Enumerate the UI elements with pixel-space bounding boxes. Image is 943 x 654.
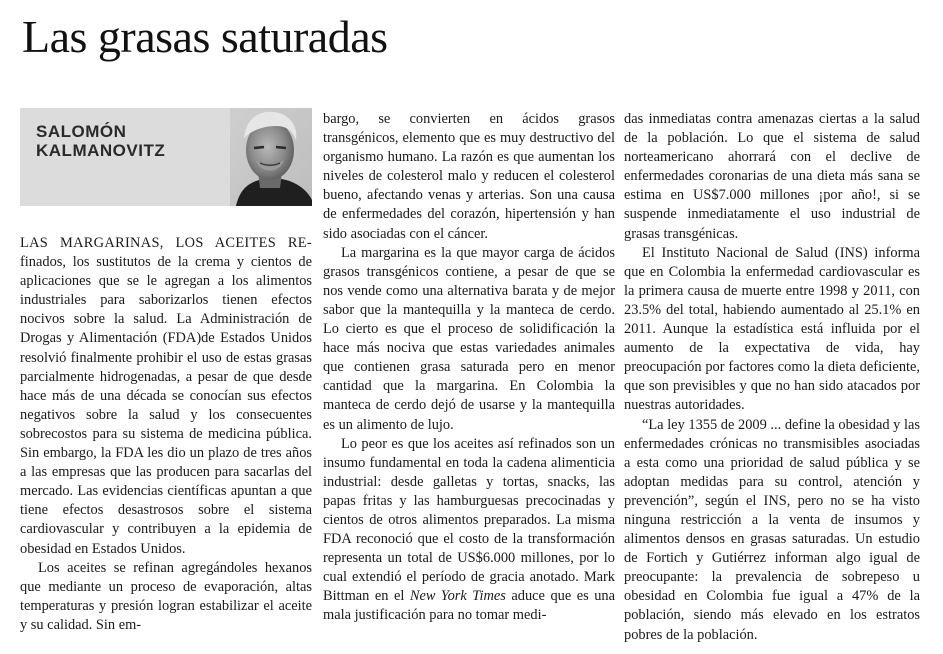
paragraph: Los aceites se refinan agregándoles hexanos que mediante un proceso de evaporación, altas temperaturas y presión logran estabilizar el aceite y su calidad. Sin em- [20, 559, 312, 633]
author-name [36, 122, 165, 160]
paragraph: das inmediatas contra amenazas ciertas a la salud de la población. Lo que el sistema de salud norteamericano ahorrará con el declive de enfermedades coronarias de una dieta más sana se estima en US$7.000 millones ¡por año!, si se suspende inmediatamente el uso industrial de grasas transgénicas. [624, 111, 920, 242]
paragraph: bargo, se convierten en ácidos grasos transgénicos, elemento que es muy destructivo del organismo humano. La razón es que aumentan los niveles de colesterol malo y reducen el colesterol bueno, afectando venas y arterias. Son una causa de enfermedades del corazón, hipertensión y han sido asociadas con el cáncer. [323, 111, 615, 242]
paragraph [20, 234, 312, 559]
lead-caps: LAS MARGARINAS, LOS ACEITES RE- [20, 235, 312, 251]
paragraph: “La ley 1355 de 2009 ... define la obesidad y las enfermedades crónicas no transmisibles asociadas a esta como una prioridad de salud pública y se adoptan medidas para su control, atención y prevención”, según el INS, pero no se ha visto ninguna restricción a la venta de insumos y alimentos densos en grasas saturadas. Un estudio de Fortich y Gutiérrez informan algo igual de preocupante: la prevalencia de sobrepeso u obesidad en Colombia fue igual a 47% de la población, siendo más elevado en los estratos pobres de la población. [624, 416, 920, 643]
headline: Las grasas saturadas [22, 11, 388, 62]
paragraph: La margarina es la que mayor carga de ácidos grasos transgénicos contiene, a pesar de que se nos vende como una alternativa barata y de mejor sabor que la mantequilla y la manteca de cerdo. Lo cierto es que el proceso de solidificación la hace más nociva que estas variedades animales que contienen grasa saturada pero en menor cantidad que la margarina. En Colombia la manteca de cerdo dejó de usarse y la mantequilla es un alimento de lujo. [323, 244, 615, 433]
author-last-name: KALMANOVITZ [36, 141, 166, 160]
author-byline [20, 108, 312, 206]
paragraph [323, 435, 615, 626]
column-3 [624, 110, 920, 645]
author-first-name: SALOMÓN [36, 122, 127, 141]
paragraph-text: finados, los sustitutos de la crema y cientos de aplicaciones que se le agregan a los alimentos industriales para saborizarlos tienen efectos nocivos sobre la salud. La Administración de Drogas y Alimentación (FDA)de Estados Unidos resolvió finalmente prohibir el uso de estas grasas parcialmente hidrogenadas, a pesar de que desde hace más de una década se conocían sus efectos negativos sobre la salud y los consecuentes sobrecostos para su sistema de medicina pública. Sin embargo, la FDA les dio un plazo de tres años a las empresas que las producen para sacarlas del mercado. Las evidencias científicas apuntan a que tiene efectos desastrosos sobre el sistema cardiovascular y contribuyen a la epidemia de obesidad en Estados Unidos. [20, 254, 312, 557]
column-1 [20, 234, 312, 635]
paragraph-text: aduce que es una mala justificación para no tomar medi- [323, 588, 615, 624]
column-2 [323, 110, 615, 626]
paragraph: El Instituto Nacional de Salud (INS) informa que en Colombia la enfermedad cardiovascular es la primera causa de muerte entre 1998 y 2011, con 23.5% del total, habiendo aumentado al 25.1% en 2011. Aunque la estadística está influida por el aumento de la expectativa de vida, hay preocupación por factores como la dieta deficiente, que son previsibles y que no han sido atacados por nuestras autoridades. [624, 244, 920, 414]
paragraph-text: Lo peor es que los aceites así refinados son un insumo fundamental en toda la cadena alimenticia industrial: desde galletas y tortas, snacks, las papas fritas y las hamburguesas precocinadas y cientos de otros alimentos preparados. La misma FDA reconoció que el costo de la transformación representa un total de US$6.000 millones, por lo cual extendió el período de gracia anotado. Mark Bittman en el [323, 435, 615, 605]
publication-name: New York Times [409, 588, 506, 605]
author-portrait [230, 108, 312, 206]
